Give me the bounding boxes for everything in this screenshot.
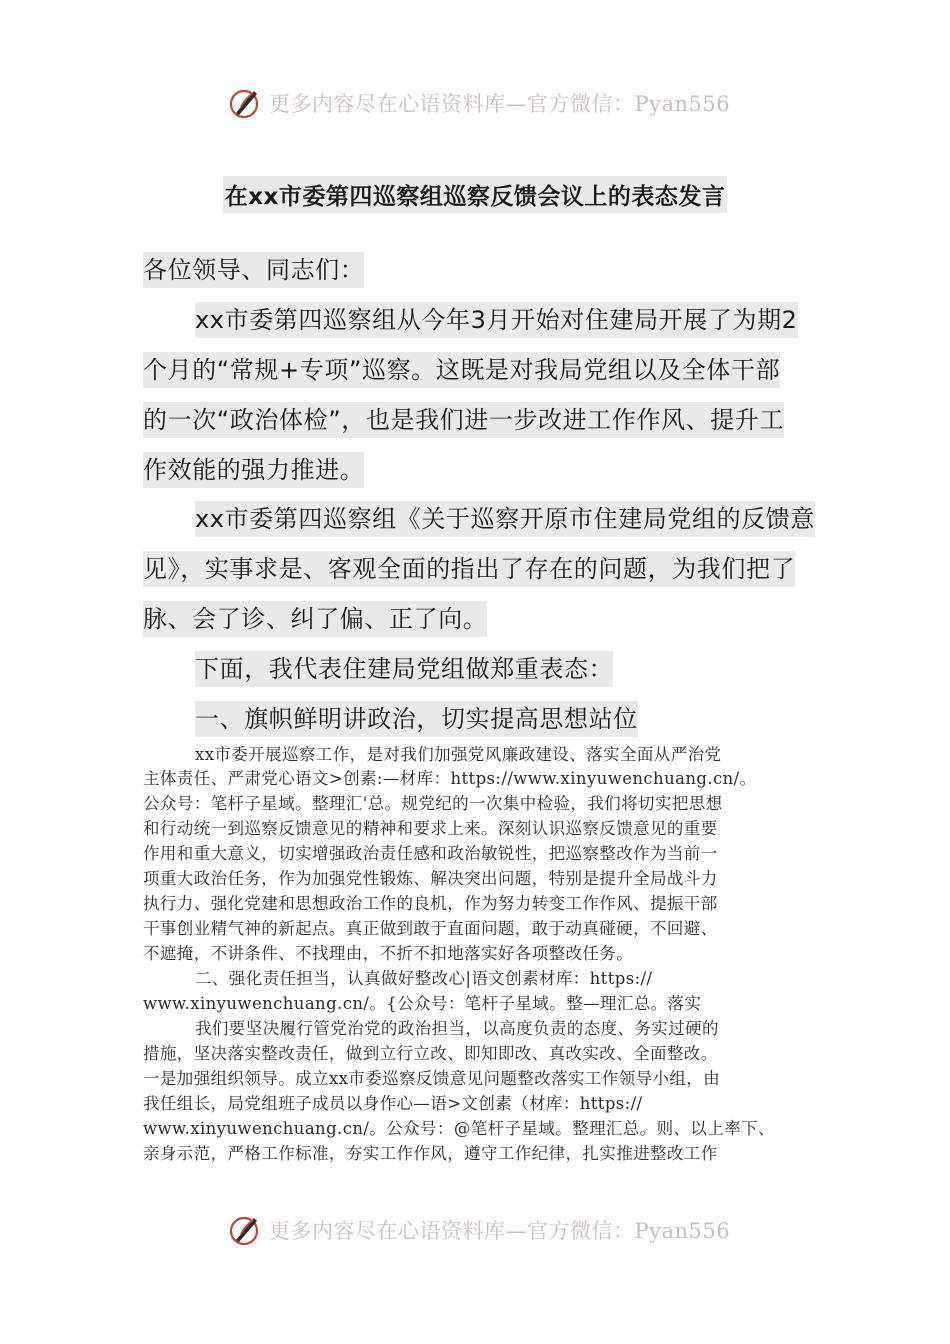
paragraph-line: 见》，实事求是、客观全面的指出了存在的问题，为我们把了: [143, 551, 795, 587]
body-line: 我们要坚决履行管党治党的政治担当，以高度负责的态度、务实过硬的: [195, 1019, 719, 1038]
salutation: 各位领导、同志们：: [143, 252, 364, 288]
body-line: 干事创业精气神的新起点。真正做到敢于直面问题，敢于动真碰硬，不回避、: [143, 919, 718, 938]
body-line: 作用和重大意义，切实增强政治责任感和政治敏锐性，把巡察整改作为当前一: [143, 844, 718, 863]
paragraph-line: 下面，我代表住建局党组做郑重表态：: [195, 651, 613, 687]
document-title: [0, 176, 950, 213]
body-line: www.xinyuwenchuang.cn/。公众号：@笔杆子星域。整理汇总。则、以上率下、: [143, 1119, 775, 1138]
paragraph-line: 个月的“常规+专项”巡察。这既是对我局党组以及全体干部: [143, 352, 780, 388]
body-line: 亲身示范，严格工作标准，夯实工作作风，遵守工作纪律，扎实推进整改工作: [143, 1144, 718, 1163]
watermark-text: 更多内容尽在心语资料库—官方微信：Pyan556: [269, 92, 731, 116]
body-line: 措施，坚决落实整改责任，做到立行立改、即知即改、真改实改、全面整改。: [143, 1044, 718, 1063]
header-watermark: [227, 83, 747, 123]
body-heading-line: 二、强化责任担当，认真做好整改心|语文创素材库：https://: [195, 969, 653, 988]
footer-watermark: [227, 1210, 747, 1250]
body-line: 我任组长，局党组班子成员以身作心—语>文创素（材库：https://: [143, 1094, 643, 1113]
quill-pen-logo-icon: [227, 85, 263, 121]
body-line: 一是加强组织领导。成立xx市委巡察反馈意见问题整改落实工作领导小组，由: [143, 1069, 721, 1088]
body-line: 执行力、强化党建和思想政治工作的良机，作为努力转变工作作风、提振干部: [143, 894, 718, 913]
watermark-text: 更多内容尽在心语资料库—官方微信：Pyan556: [269, 1219, 731, 1243]
body-line: xx市委开展巡察工作，是对我们加强党风廉政建设、落实全面从严治党: [195, 745, 722, 764]
section-heading: 一、旗帜鲜明讲政治，切实提高思想站位: [195, 701, 638, 737]
document-title-text: 在xx市委第四巡察组巡察反馈会议上的表态发言: [223, 176, 728, 213]
body-line: 项重大政治任务，作为加强党性锻炼、解决突出问题，特别是提升全局战斗力: [143, 869, 718, 888]
paragraph-line: 作效能的强力推进。: [143, 452, 364, 488]
paragraph-line: 的一次“政治体检”，也是我们进一步改进工作作风、提升工: [143, 402, 784, 438]
body-line: 不遮掩，不讲条件、不找理由，不折不扣地落实好各项整改任务。: [143, 944, 634, 963]
paragraph-line: 脉、会了诊、纠了偏、正了向。: [143, 601, 487, 637]
paragraph-line: xx市委第四巡察组从今年3月开始对住建局开展了为期2: [195, 302, 798, 338]
quill-pen-logo-icon: [227, 1212, 263, 1248]
body-line: www.xinyuwenchuang.cn/。{公众号：笔杆子星域。整—理汇总。落实: [143, 994, 702, 1013]
paragraph-line: xx市委第四巡察组《关于巡察开原市住建局党组的反馈意: [195, 501, 815, 537]
body-line: 公众号：笔杆子星域。整理汇'总。规党纪的一次集中检验，我们将切实把思想: [143, 794, 723, 813]
body-line: 主体责任、严肃党心语文>创素:—材库：https://www.xinyuwenchuang.cn/。: [143, 769, 757, 788]
body-line: 和行动统一到巡察反馈意见的精神和要求上来。深刻认识巡察反馈意见的重要: [143, 819, 718, 838]
